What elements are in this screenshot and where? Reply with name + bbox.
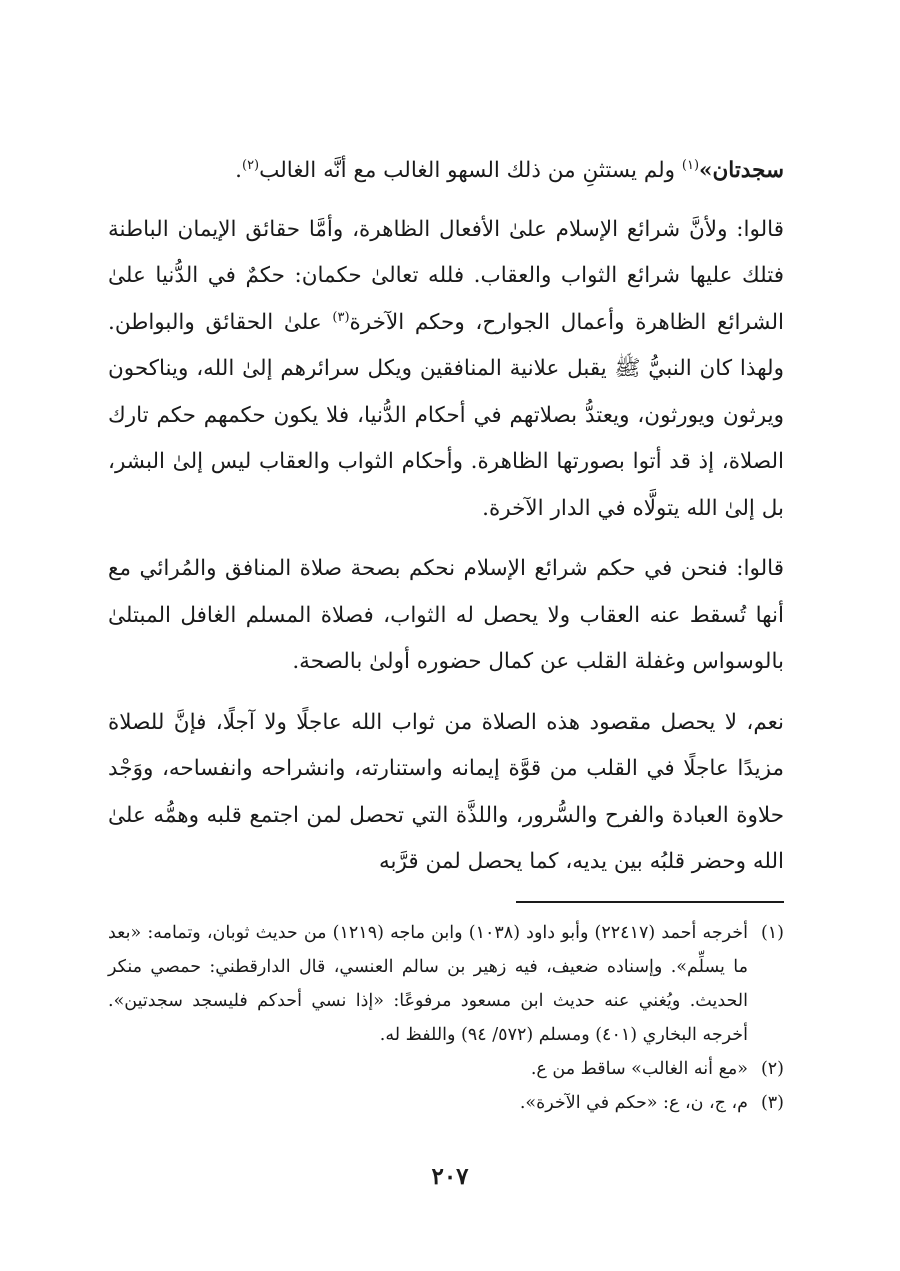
- footnotes: [108, 916, 784, 1120]
- footnote-text: م، ج، ن، ع: «حكم في الآخرة».: [519, 1093, 748, 1113]
- footnote-ref-3[interactable]: (٣): [332, 309, 350, 325]
- paragraph-1: [108, 207, 784, 533]
- footnote-number: (١): [760, 923, 784, 943]
- paragraph-3: نعم، لا يحصل مقصود هذه الصلاة من ثواب الله عاجلًا ولا آجلًا، فإنَّ للصلاة مزيدًا عاجلًا في القلب من قوَّة إيمانه واستنارته، وانشراحه وانفساحه، ووَجْد حلاوة العبادة والفرح والسُّرور، واللذَّة التي تحصل لمن اجتمع قلبه وهمُّه علىٰ الله وحضر قلبُه بين يديه، كما يحصل لمن قرَّبه: [108, 709, 784, 874]
- paragraph-2: قالوا: فنحن في حكم شرائع الإسلام نحكم بصحة صلاة المنافق والمُرائي مع أنها تُسقط عنه العقاب ولا يحصل له الثواب، فصلاة المسلم الغافل المبتلىٰ بالوسواس وغفلة القلب عن كمال حضوره أولىٰ بالصحة.: [108, 556, 784, 674]
- footnote-divider: [516, 901, 784, 903]
- footnote-ref-1[interactable]: (١): [681, 157, 700, 173]
- footnote-2: [108, 1052, 784, 1086]
- footnote-3: [108, 1086, 784, 1120]
- footnote-1: [108, 916, 784, 1052]
- paragraph-0-lead: سجدتان»: [699, 158, 784, 183]
- paragraph-1-before: قالوا: ولأنَّ شرائع الإسلام علىٰ الأفعال الظاهرة، وأمَّا حقائق الإيمان الباطنة فتلك عليها شرائع الثواب والعقاب. فلله تعالىٰ حكمان: حكمٌ في الدُّنيا علىٰ الشرائع الظاهرة وأعمال الجوارح، وحكم الآخرة: [108, 216, 784, 335]
- footnote-ref-2[interactable]: (٢): [241, 157, 260, 173]
- paragraph-1-after: علىٰ الحقائق والبواطن. ولهذا كان النبيُّ ﷺ يقبل علانية المنافقين ويكل سرائرهم إلىٰ الله، ويناكحون ويرثون ويورثون، ويعتدُّ بصلاتهم في أحكام الدُّنيا، فلا يكون حكمهم حكم تارك الصلاة، إذ قد أتوا بصورتها الظاهرة. وأحكام الثواب والعقاب ليس إلىٰ البشر، بل إلىٰ الله يتولَّاه في الدار الآخرة.: [108, 309, 784, 521]
- paragraph-0-end: .: [235, 158, 242, 183]
- footnote-number: (٢): [760, 1059, 784, 1079]
- page-number: ٢٠٧: [431, 1163, 469, 1190]
- footnote-number: (٣): [760, 1093, 784, 1113]
- footnote-text: أخرجه أحمد (٢٢٤١٧) وأبو داود (١٠٣٨) وابن ماجه (١٢١٩) من حديث ثوبان، وتمامه: «بعد ما يسلِّم». وإسناده ضعيف، فيه زهير بن سالم العنسي، قال الدارقطني: حمصي منكر الحديث. ويُغني عنه حديث ابن مسعود مرفوعًا: «إذا نسي أحدكم فليسجد سجدتين». أخرجه البخاري (٤٠١) ومسلم (٥٧٢/ ٩٤) واللفظ له.: [108, 923, 748, 1045]
- footnote-text: «مع أنه الغالب» ساقط من ع.: [530, 1059, 748, 1079]
- paragraph-0-text: ولم يستثنِ من ذلك السهو الغالب مع أنَّه الغالب: [259, 158, 682, 183]
- main-text: [108, 148, 784, 900]
- paragraph-0: [108, 148, 784, 195]
